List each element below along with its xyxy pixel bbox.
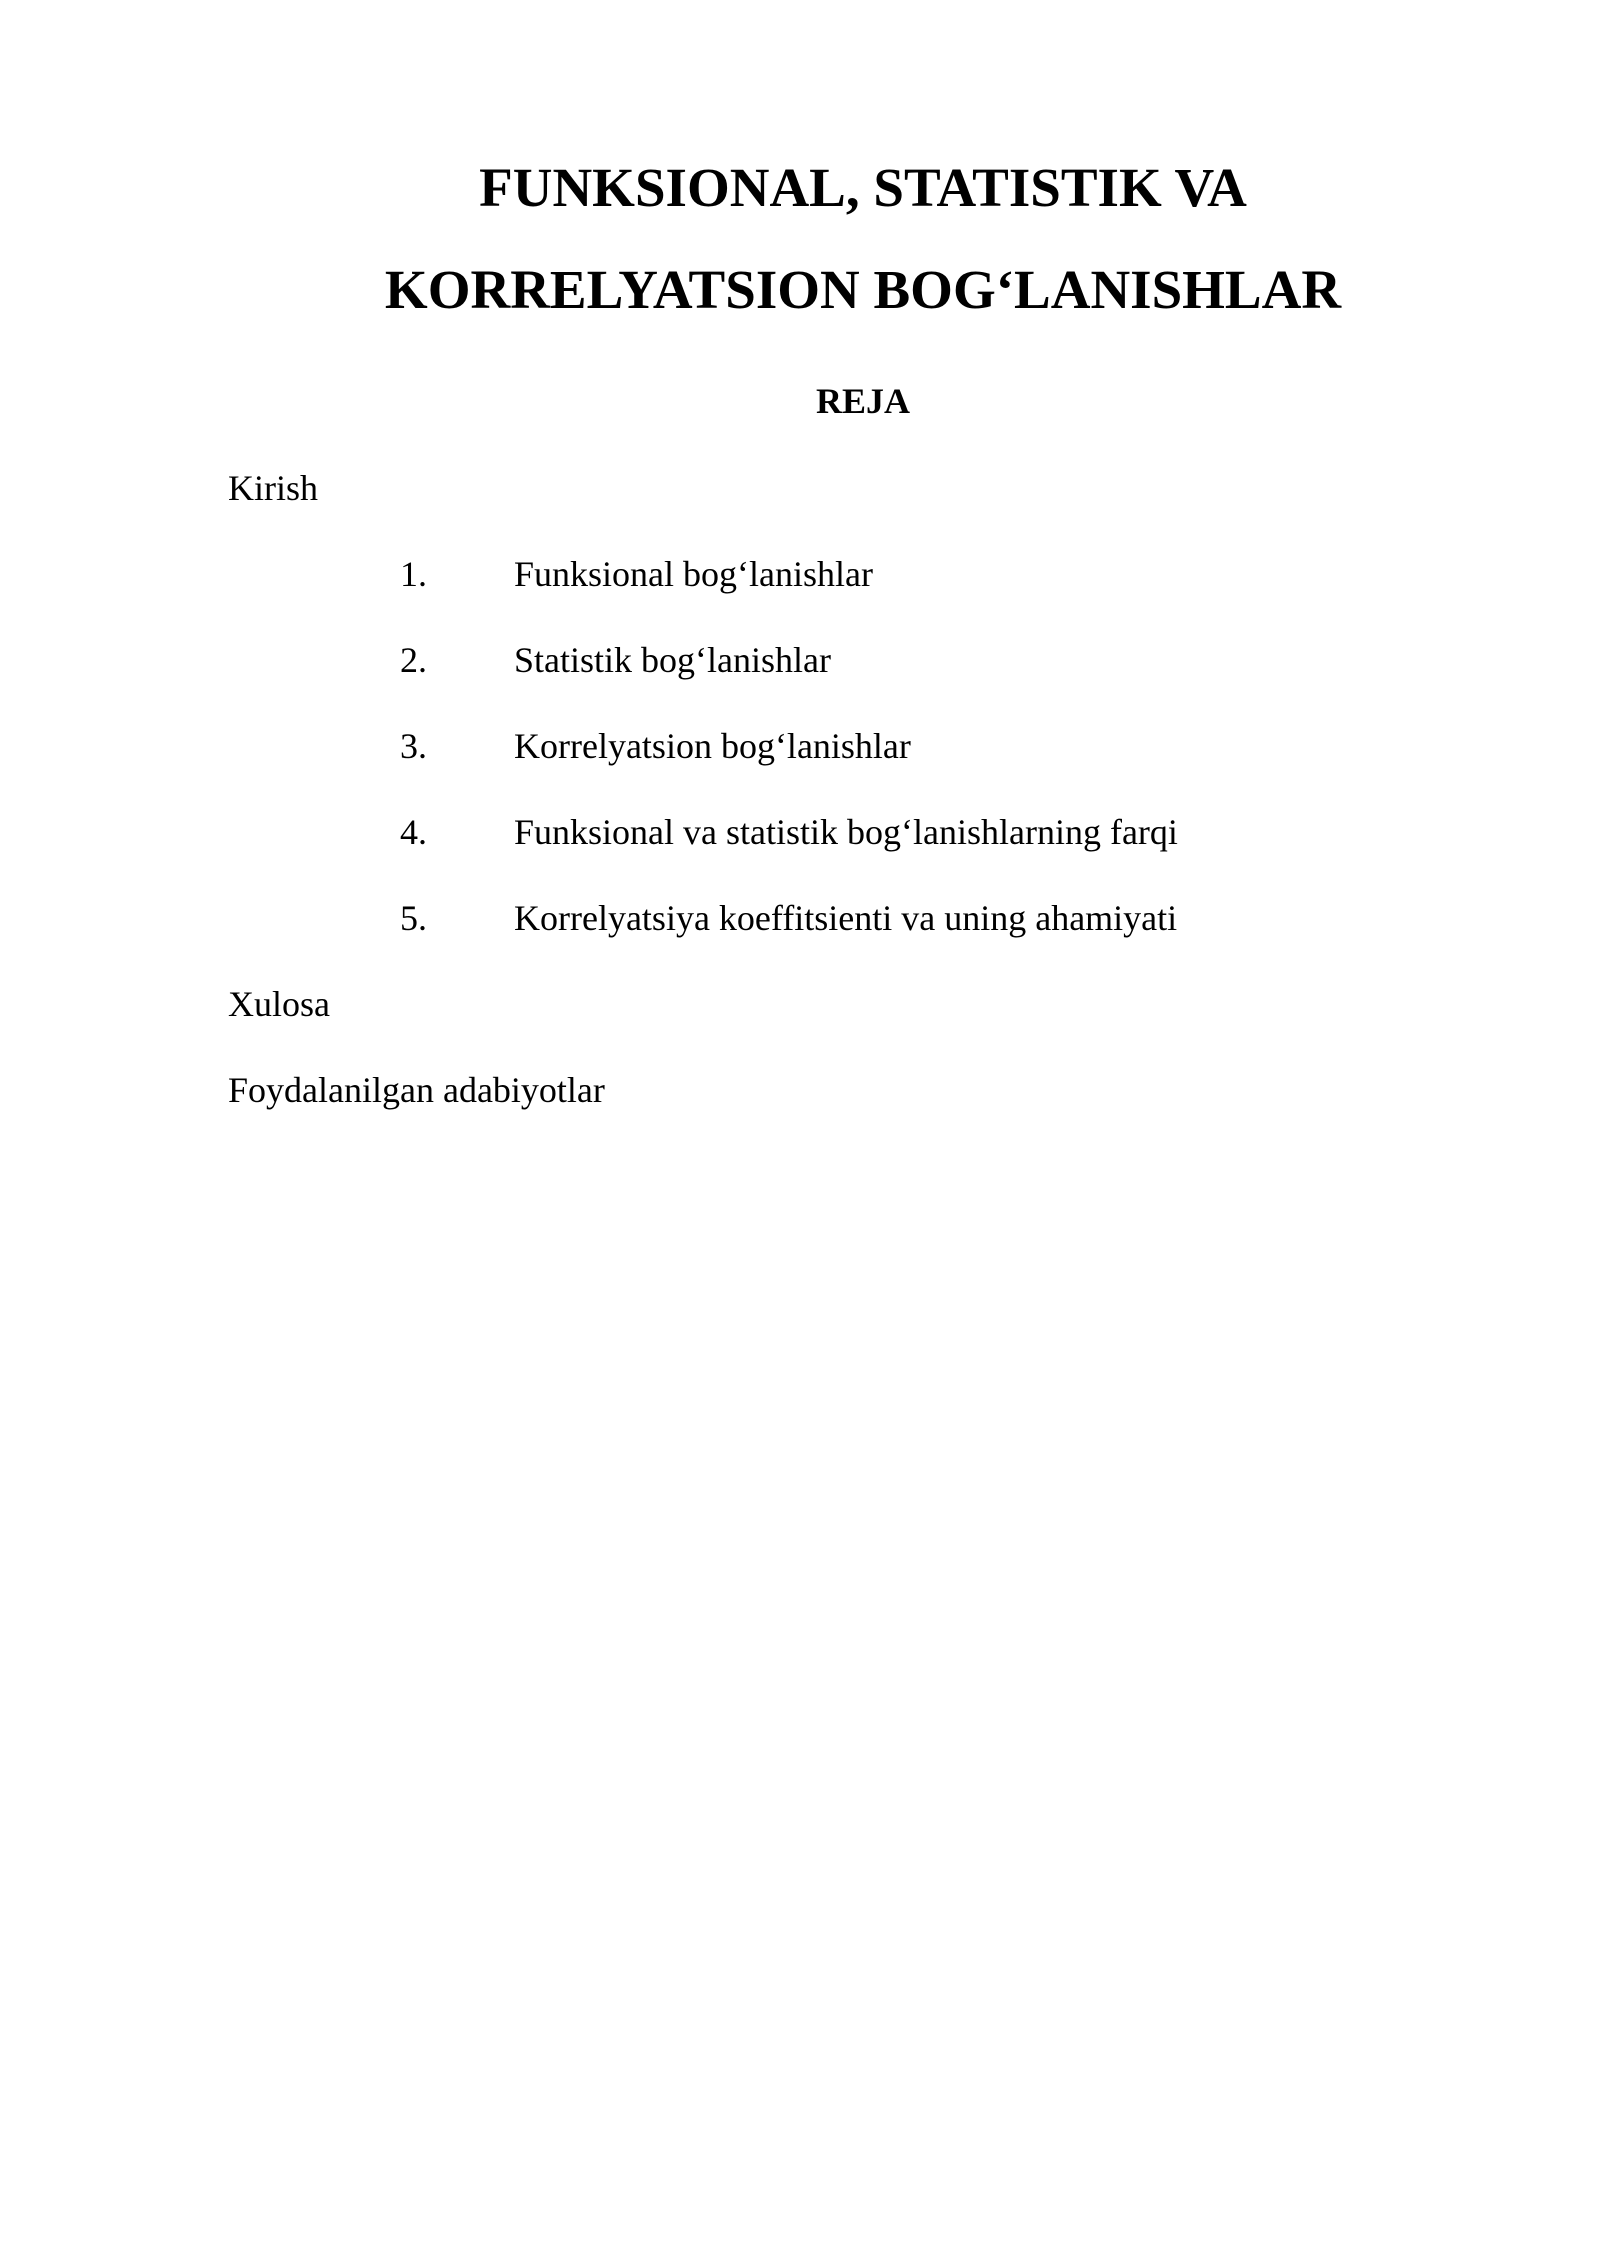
intro-label: Kirish [228,468,318,508]
list-item: Statistik bog‘lanishlar [514,640,831,680]
list-item-number: 4. [400,812,427,852]
list-item-number: 5. [400,898,427,938]
plan-heading: REJA [815,381,910,421]
list-item: Funksional va statistik bog‘lanishlarning farqi [514,812,1178,852]
document-title-line-1: FUNKSIONAL, STATISTIK VA [479,157,1247,218]
document-title-line-2: KORRELYATSION BOG‘LANISHLAR [384,259,1342,320]
conclusion-label: Xulosa [228,984,330,1024]
list-item-number: 2. [400,640,427,680]
list-item: Funksional bog‘lanishlar [514,554,873,594]
list-item-number: 3. [400,726,427,766]
list-item-number: 1. [400,554,427,594]
list-item: Korrelyatsion bog‘lanishlar [514,726,911,766]
references-label: Foydalanilgan adabiyotlar [228,1070,605,1110]
list-item: Korrelyatsiya koeffitsienti va uning ahamiyati [514,898,1178,938]
